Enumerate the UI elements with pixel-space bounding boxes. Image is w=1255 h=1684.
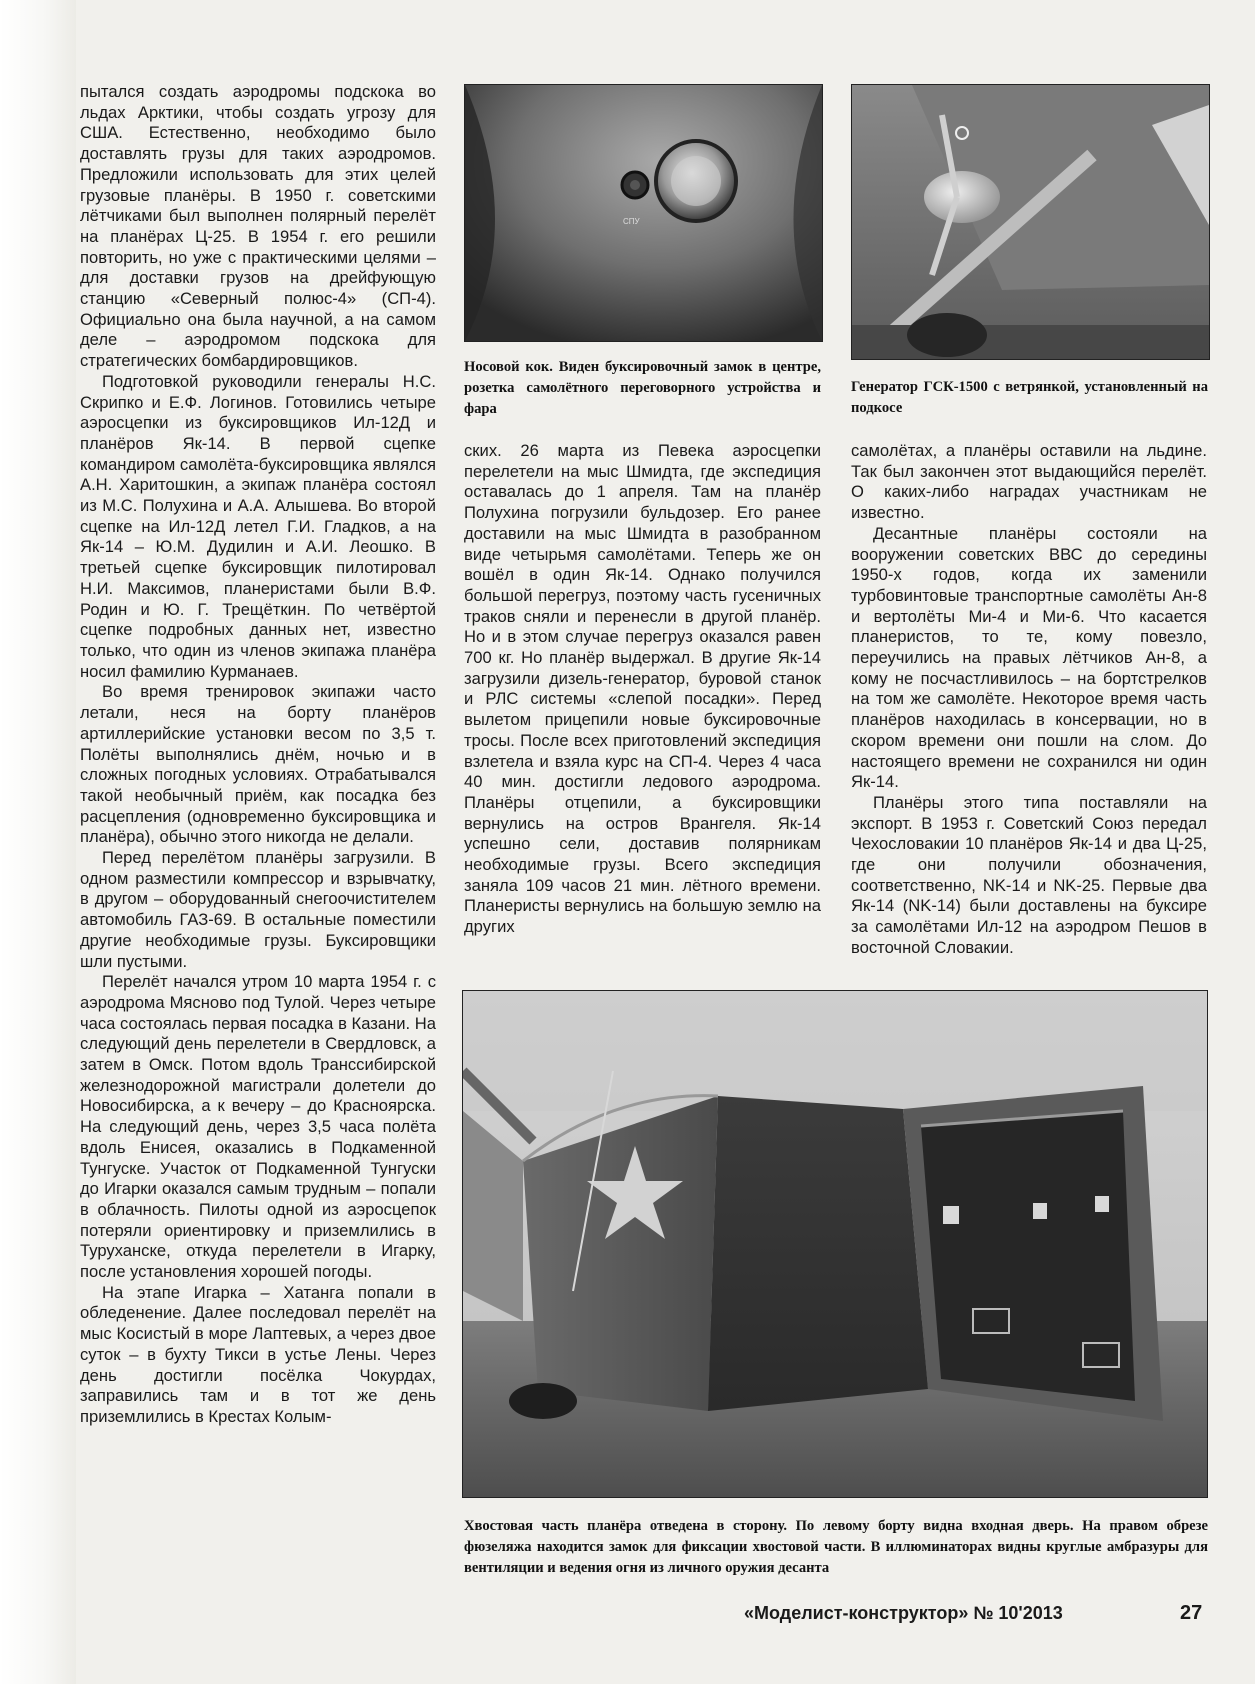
text-column-2 [464,441,821,938]
photo-nose-cone [464,84,823,342]
caption-generator: Генератор ГСК-1500 с ветрянкой, установленный на подкосе [851,379,1208,416]
photo-generator [851,84,1210,360]
paragraph: пытался создать аэродромы подскока во льдах Арктики, чтобы создать угрозу для США. Естественно, необходимо было доставлять грузы для таких аэродромов. Предложили использовать для этих целей грузовые планёры. В 1950 г. советскими лётчиками был выполнен полярный перелёт на планёрах Ц-25. В 1954 г. его решили повторить, но уже с практическими целями – для доставки грузов на дрейфующую станцию «Северный полюс-4» (СП-4). Официально она была научной, а на самом деле – аэродромом подскока для стратегических бомбардировщиков. [80,82,436,371]
caption-nose-cone: Носовой кок. Виден буксировочный замок в центре, розетка самолётного переговорного устройства и фара [464,359,821,417]
photo-generator-image [852,85,1209,359]
binding-strip [0,0,76,1684]
photo-nose-cone-image [465,85,822,341]
paragraph: Перед перелётом планёры загрузили. В одном разместили компрессор и взрывчатку, в другом – оборудованный снегоочистителем автомобиль ГАЗ-69. В остальные поместили другие необходимые грузы. Буксировщики шли пустыми. [80,848,436,971]
paragraph: самолётах, а планёры оставили на льдине. Так был закончен этот выдающийся перелёт. О каких-либо наградах участникам не известно. [851,441,1207,523]
paragraph: Десантные планёры состояли на вооружении советских ВВС до середины 1950-х годов, когда их заменили турбовинтовые транспортные самолёты Ан-8 и вертолёты Ми-4 и Ми-6. Что касается планеристов, то те, кому повезло, переучились на правых лётчиков Ан-8, а кому не посчастливилось – на бортстрелков на том же самолёте. Некоторое время часть планёров находилась в консервации, но в скором времени они пошли на слом. До настоящего времени не сохранился ни один Як-14. [851,523,1207,792]
socket-label: СПУ [623,217,640,226]
page-number: 27 [1180,1602,1203,1624]
paragraph: Подготовкой руководили генералы Н.С. Скрипко и Е.Ф. Логинов. Готовились четыре аэросцепки из буксировщиков Ил-12Д и планёров Як-14. В первой сцепке командиром самолёта-буксировщика являлся А.Н. Харитошкин, а экипаж планёра состоял из М.С. Полухина и А.А. Алышева. Во второй сцепке на Ил-12Д летел Г.И. Гладков, а на Як-14 – Ю.М. Дудилин и А.И. Леошко. В третьей сцепке буксировщик пилотировал Н.И. Максимов, планеристами были В.Ф. Родин и Ю. Г. Трещёткин. По четвёртой сцепке подробных данных нет, известно только, что один из членов экипажа планёра носил фамилию Курманаев. [80,371,436,681]
text-column-1 [80,82,436,1428]
text-column-3 [851,441,1207,959]
caption-tail-section: Хвостовая часть планёра отведена в сторону. По левому борту видна входная дверь. На правом обрезе фюзеляжа находится замок для фиксации хвостовой части. В иллюминаторах видны круглые амбразуры для вентиляции и ведения огня из личного оружия десанта [464,1518,1208,1576]
paragraph: ских. 26 марта из Певека аэросцепки перелетели на мыс Шмидта, где экспедиция оставалась до 1 апреля. Там на планёр Полухина погрузили бульдозер. Его ранее доставили на мыс Шмидта в разобранном виде четырьмя самолётами. Теперь же он вошёл в один Як-14. Однако получился большой перегруз, поэтому часть гусеничных траков сняли и перенесли в другой планёр. Но и в этом случае перегруз оказался равен 700 кг. Но планёр выдержал. В другие Як-14 загрузили дизель-генератор, буровой станок и РЛС системы «слепой посадки». Перед вылетом прицепили новые буксировочные тросы. После всех приготовлений экспедиция взлетела и взяла курс на СП-4. Через 4 часа 40 мин. достигли ледового аэродрома. Планёры отцепили, а буксировщики вернулись на остров Врангеля. Як-14 успешно сели, доставив полярникам необходимые грузы. Всего экспедиция заняла 109 часов 21 мин. лётного времени. Планеристы вернулись на большую землю на других [464,441,821,937]
paragraph: Планёры этого типа поставляли на экспорт. В 1953 г. Советский Союз передал Чехословакии 10 планёров Як-14 и два Ц-25, где они получили обозначения, соответственно, NK-14 и NK-25. Первые два Як-14 (NK-14) были доставлены на буксире за самолётами Ил-12 на аэродром Пешов в восточной Словакии. [851,792,1207,957]
paragraph: На этапе Игарка – Хатанга попали в обледенение. Далее последовал перелёт на мыс Косистый в море Лаптевых, а через двое суток – в бухту Тикси в устье Лены. Через день достигли посёлка Чокурдах, заправились там и в тот же день приземлились в Крестах Колым- [80,1282,436,1426]
paragraph: Во время тренировок экипажи часто летали, неся на борту планёров артиллерийские установки весом по 3,5 т. Полёты выполнялись днём, ночью и в сложных погодных условиях. Отрабатывался такой необычный приём, как посадка без расцепления (одновременно буксировщика и планёра), обычно этого никогда не делали. [80,682,436,847]
photo-tail-section-image [463,991,1207,1497]
magazine-footer: «Моделист-конструктор» № 10'2013 [744,1603,1063,1623]
paragraph: Перелёт начался утром 10 марта 1954 г. с аэродрома Мясново под Тулой. Через четыре часа состоялась первая посадка в Казани. На следующий день перелетели в Свердловск, а затем в Омск. Потом вдоль Транссибирской железнодорожной магистрали долетели до Новосибирска, а к вечеру – до Красноярска. На следующий день, через 3,5 часа полёта вдоль Енисея, оказались в Подкаменной Тунгуске. Участок от Подкаменной Тунгуски до Игарки оказался самым трудным – попали в облачность. Пилоты одной из аэросцепок потеряли ориентировку и приземлились в Туруханске, откуда перелетели в Игарку, после установления хорошей погоды. [80,972,436,1282]
photo-tail-section [462,990,1208,1498]
